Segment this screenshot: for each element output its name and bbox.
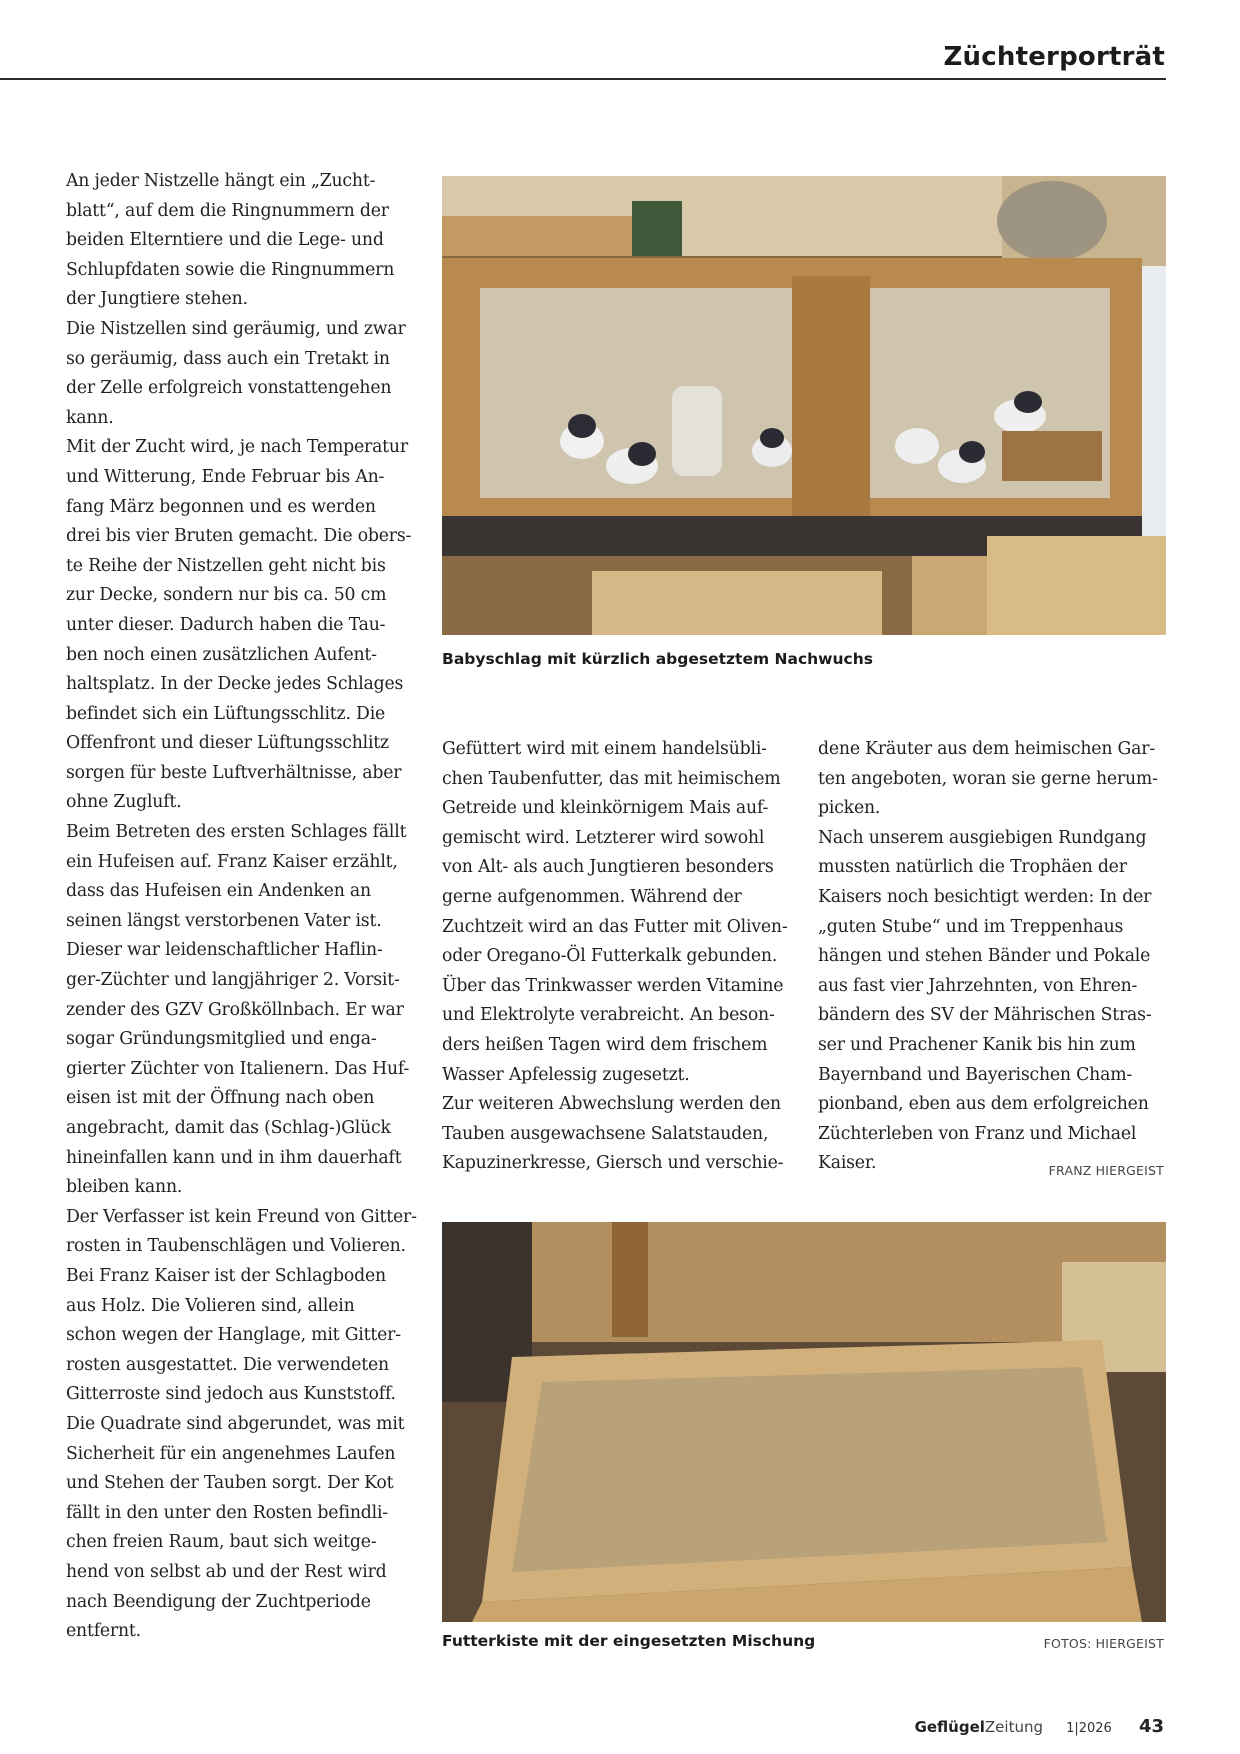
text-line: blatt“, auf dem die Ringnummern der [66,200,389,221]
text-line: eisen ist mit der Öffnung nach oben [66,1088,375,1109]
photo-feed-box [442,1222,1166,1622]
text-line: Offenfront und dieser Lüftungsschlitz [66,733,389,754]
text-line: drei bis vier Bruten gemacht. Die obers- [66,526,412,547]
text-line: zender des GZV Großköllnbach. Er war [66,999,404,1020]
text-line: dene Kräuter aus dem heimischen Gar- [818,739,1155,759]
text-line: chen Taubenfutter, das mit heimischem [442,768,781,789]
text-line: rosten in Taubenschlägen und Volieren. [66,1236,406,1257]
text-line: Sicherheit für ein angenehmes Laufen [66,1443,396,1464]
text-line: ders heißen Tagen wird dem frischem [442,1034,768,1055]
text-line: pionband, eben aus dem erfolgreichen [818,1094,1149,1115]
text-line: ger-Züchter und langjähriger 2. Vorsit- [66,970,400,991]
photo-baby-loft [442,176,1166,635]
text-line: Tauben ausgewachsene Salatstauden, [442,1123,769,1144]
text-line: sogar Gründungsmitglied und enga- [66,1029,377,1050]
text-line: bändern des SV der Mährischen Stras- [818,1005,1152,1026]
text-line: ten angeboten, woran sie gerne herum- [818,768,1158,789]
text-line: gemischt wird. Letzterer wird sowohl [442,827,765,848]
right-text-column [818,735,1166,1179]
text-line: Dieser war leidenschaftlicher Haflin- [66,940,383,961]
magazine-name-bold: Geflügel [914,1718,985,1736]
text-line: „guten Stube“ und im Treppenhaus [818,916,1124,937]
text-line: angebracht, damit das (Schlag-)Glück [66,1118,391,1138]
text-line: chen freien Raum, baut sich weitge- [66,1532,377,1553]
text-line: hineinfallen kann und in ihm dauerhaft [66,1147,402,1168]
text-line: ser und Prachener Kanik bis hin zum [818,1034,1136,1055]
text-line: bleiben kann. [66,1177,183,1198]
text-line: der Jungtiere stehen. [66,289,248,310]
text-line: und Witterung, Ende Februar bis An- [66,466,385,487]
text-line: entfernt. [66,1621,141,1642]
author-credit: FRANZ HIERGEIST [1048,1163,1164,1178]
text-line: und Stehen der Tauben sorgt. Der Kot [66,1473,394,1494]
text-line: beiden Elterntiere und die Lege- und [66,230,384,251]
text-line: Gitterroste sind jedoch aus Kunststoff. [66,1384,396,1405]
text-line: Schlupfdaten sowie die Ringnummern [66,259,395,280]
text-line: Mit der Zucht wird, je nach Temperatur [66,437,408,458]
text-line: Die Quadrate sind abgerundet, was mit [66,1413,405,1434]
text-line: mussten natürlich die Trophäen der [818,857,1127,878]
text-line: Der Verfasser ist kein Freund von Gitter- [66,1206,417,1227]
text-line: Beim Betreten des ersten Schlages fällt [66,822,407,843]
text-line: Nach unserem ausgiebigen Rundgang [818,827,1147,848]
text-line: picken. [818,798,881,819]
text-line: Getreide und kleinkörnigem Mais auf- [442,798,769,819]
text-line: Zuchtzeit wird an das Futter mit Oliven- [442,916,788,937]
text-line: befindet sich ein Lüftungsschlitz. Die [66,703,386,724]
issue-number: 1|2026 [1066,1721,1112,1736]
text-line: ben noch einen zusätzlichen Aufent- [66,644,377,665]
left-text-column [66,167,418,1647]
text-line: te Reihe der Nistzellen geht nicht bis [66,555,386,576]
text-line: oder Oregano-Öl Futterkalk gebunden. [442,946,778,967]
text-line: zur Decke, sondern nur bis ca. 50 cm [66,585,387,606]
text-line: schon wegen der Hanglage, mit Gitter- [66,1325,401,1346]
text-line: haltsplatz. In der Decke jedes Schlages [66,674,404,695]
text-line: rosten ausgestattet. Die verwendeten [66,1354,389,1375]
text-line: Züchterleben von Franz und Michael [818,1123,1137,1144]
header-rule [0,78,1166,80]
text-line: aus Holz. Die Volieren sind, allein [66,1295,355,1316]
text-line: gierter Züchter von Italienern. Das Huf- [66,1058,410,1079]
text-line: seinen längst verstorbenen Vater ist. [66,910,382,931]
text-line: und Elektrolyte verabreicht. An beson- [442,1005,775,1026]
middle-text-column [442,735,794,1179]
page-number: 43 [1138,1716,1164,1737]
text-line: Bayernband und Bayerischen Cham- [818,1064,1133,1085]
text-line: von Alt- als auch Jungtieren besonders [442,857,774,878]
text-line: Zur weiteren Abwechslung werden den [442,1094,781,1115]
text-line: Kaiser. [818,1153,877,1174]
text-line: kann. [66,407,114,428]
caption-top-photo: Babyschlag mit kürzlich abgesetztem Nachwuchs [442,650,873,668]
text-line: nach Beendigung der Zuchtperiode [66,1591,371,1612]
text-line: Die Nistzellen sind geräumig, und zwar [66,318,406,339]
text-line: An jeder Nistzelle hängt ein „Zucht- [66,171,376,191]
text-line: so geräumig, dass auch ein Tretakt in [66,348,390,369]
text-line: Kapuzinerkresse, Giersch und verschie- [442,1153,784,1174]
text-line: sorgen für beste Luftverhältnisse, aber [66,762,402,783]
text-line: Kaisers noch besichtigt werden: In der [818,886,1152,907]
text-line: ein Hufeisen auf. Franz Kaiser erzählt, [66,851,398,872]
text-line: fällt in den unter den Rosten befindli- [66,1502,388,1523]
caption-bottom-photo: Futterkiste mit der eingesetzten Mischung [442,1632,816,1650]
text-line: unter dieser. Dadurch haben die Tau- [66,614,386,635]
text-line: ohne Zugluft. [66,792,182,813]
text-line: hend von selbst ab und der Rest wird [66,1561,387,1582]
section-title: Züchterporträt [943,42,1165,72]
text-line: dass das Hufeisen ein Andenken an [66,881,371,902]
text-line: hängen und stehen Bänder und Pokale [818,946,1151,967]
text-line: Über das Trinkwasser werden Vitamine [442,975,784,996]
text-line: Wasser Apfelessig zugesetzt. [442,1064,690,1085]
text-line: der Zelle erfolgreich vonstattengehen [66,378,392,399]
page-footer [915,1716,1164,1737]
text-line: Bei Franz Kaiser ist der Schlagboden [66,1265,386,1286]
magazine-name-regular: Zeitung [984,1718,1043,1736]
text-line: Gefüttert wird mit einem handelsübli- [442,739,767,759]
photo-credit: FOTOS: HIERGEIST [1043,1636,1164,1651]
text-line: gerne aufgenommen. Während der [442,886,742,907]
text-line: fang März begonnen und es werden [66,496,376,517]
text-line: aus fast vier Jahrzehnten, von Ehren- [818,975,1138,996]
